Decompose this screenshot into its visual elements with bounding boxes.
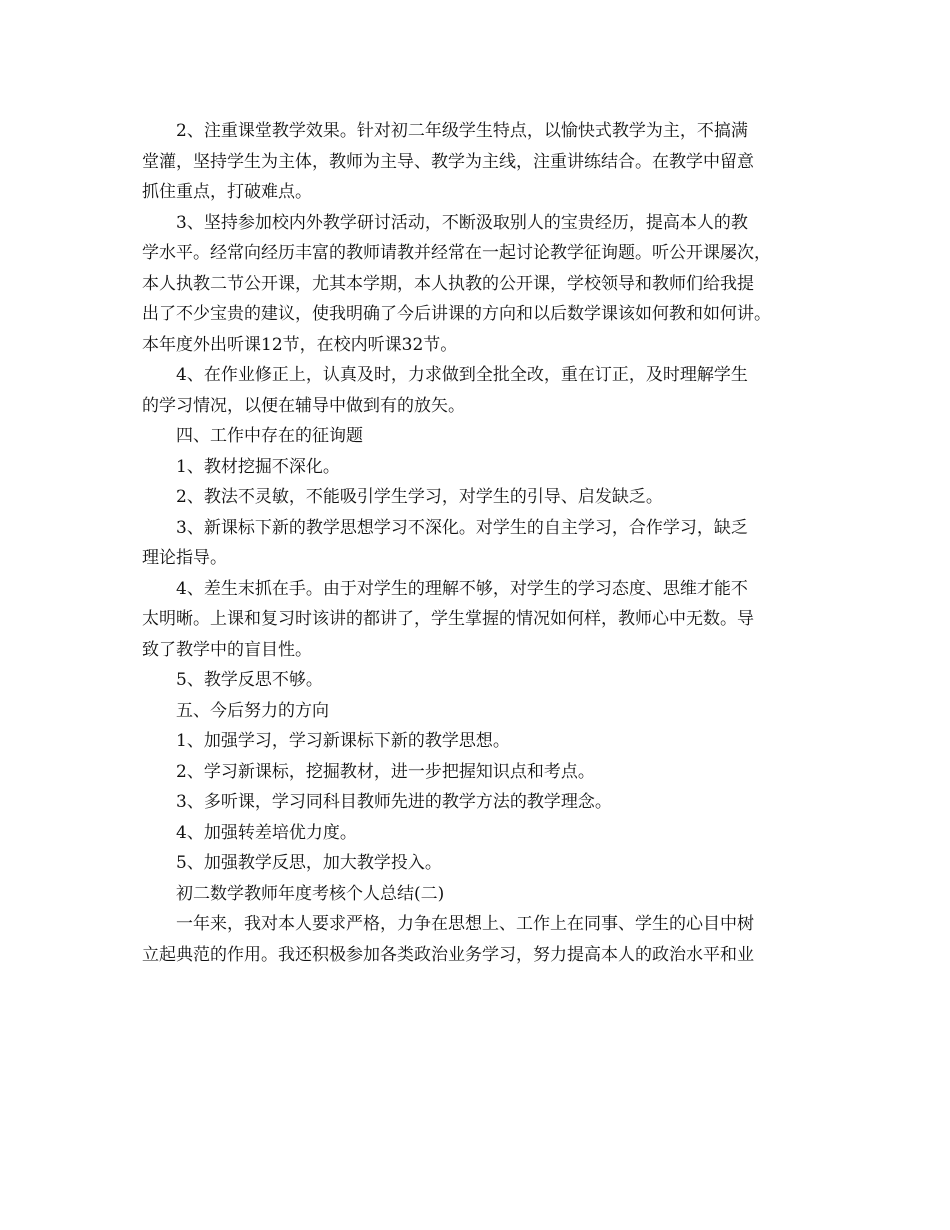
text-line: 一年来，我对本人要求严格，力争在思想上、工作上在同事、学生的心目中树 <box>176 914 754 934</box>
text-line: 1、教材挖掘不深化。 <box>176 456 340 477</box>
document-subtitle: 初二数学教师年度考核个人总结(二) <box>176 883 445 904</box>
document-body <box>142 116 832 970</box>
text-line: 学水平。经常向经历丰富的教师请教并经常在一起讨论教学征询题。听公开课屡次， <box>142 243 771 263</box>
text-line: 3、多听课，学习同科目教师先进的教学方法的教学理念。 <box>176 792 612 812</box>
text-line: 4、在作业修正上，认真及时，力求做到全批全改，重在订正，及时理解学生 <box>176 365 748 385</box>
text-line: 本人执教二节公开课，尤其本学期，本人执教的公开课，学校领导和教师们给我提 <box>142 273 754 294</box>
section-heading: 四、工作中存在的征询题 <box>176 426 363 446</box>
text-line: 2、学习新课标，挖掘教材，进一步把握知识点和考点。 <box>176 761 595 782</box>
text-line: 5、加强教学反思，加大教学投入。 <box>176 853 442 873</box>
text-line: 3、新课标下新的教学思想学习不深化。对学生的自主学习，合作学习，缺乏 <box>176 517 748 538</box>
text-line: 立起典范的作用。我还积极参加各类政治业务学习，努力提高本人的政治水平和业 <box>142 944 754 965</box>
text-line: 致了教学中的盲目性。 <box>142 639 312 660</box>
text-line: 的学习情况，以便在辅导中做到有的放矢。 <box>142 395 465 416</box>
text-line: 2、注重课堂教学效果。针对初二年级学生特点，以愉快式教学为主，不搞满 <box>176 121 748 141</box>
text-line: 出了不少宝贵的建议，使我明确了今后讲课的方向和以后数学课该如何教和如何讲。 <box>142 304 771 324</box>
section-heading: 五、今后努力的方向 <box>176 700 329 721</box>
text-line: 太明晰。上课和复习时该讲的都讲了，学生掌握的情况如何样，教师心中无数。导 <box>142 609 754 629</box>
text-line: 理论指导。 <box>142 548 227 568</box>
text-line: 1、加强学习，学习新课标下新的教学思想。 <box>176 731 510 751</box>
text-line: 4、差生末抓在手。由于对学生的理解不够，对学生的学习态度、思维才能不 <box>176 578 748 599</box>
text-line: 2、教法不灵敏，不能吸引学生学习，对学生的引导、启发缺乏。 <box>176 487 663 507</box>
text-line: 3、坚持参加校内外教学研讨活动，不断汲取别人的宝贵经历，提高本人的教 <box>176 212 748 233</box>
text-line: 抓住重点，打破难点。 <box>142 182 312 202</box>
text-line: 4、加强转差培优力度。 <box>176 822 357 843</box>
text-line: 5、教学反思不够。 <box>176 670 323 690</box>
text-line: 本年度外出听课12节，在校内听课32节。 <box>142 334 458 355</box>
text-line: 堂灌，坚持学生为主体，教师为主导、教学为主线，注重讲练结合。在教学中留意 <box>142 151 754 172</box>
